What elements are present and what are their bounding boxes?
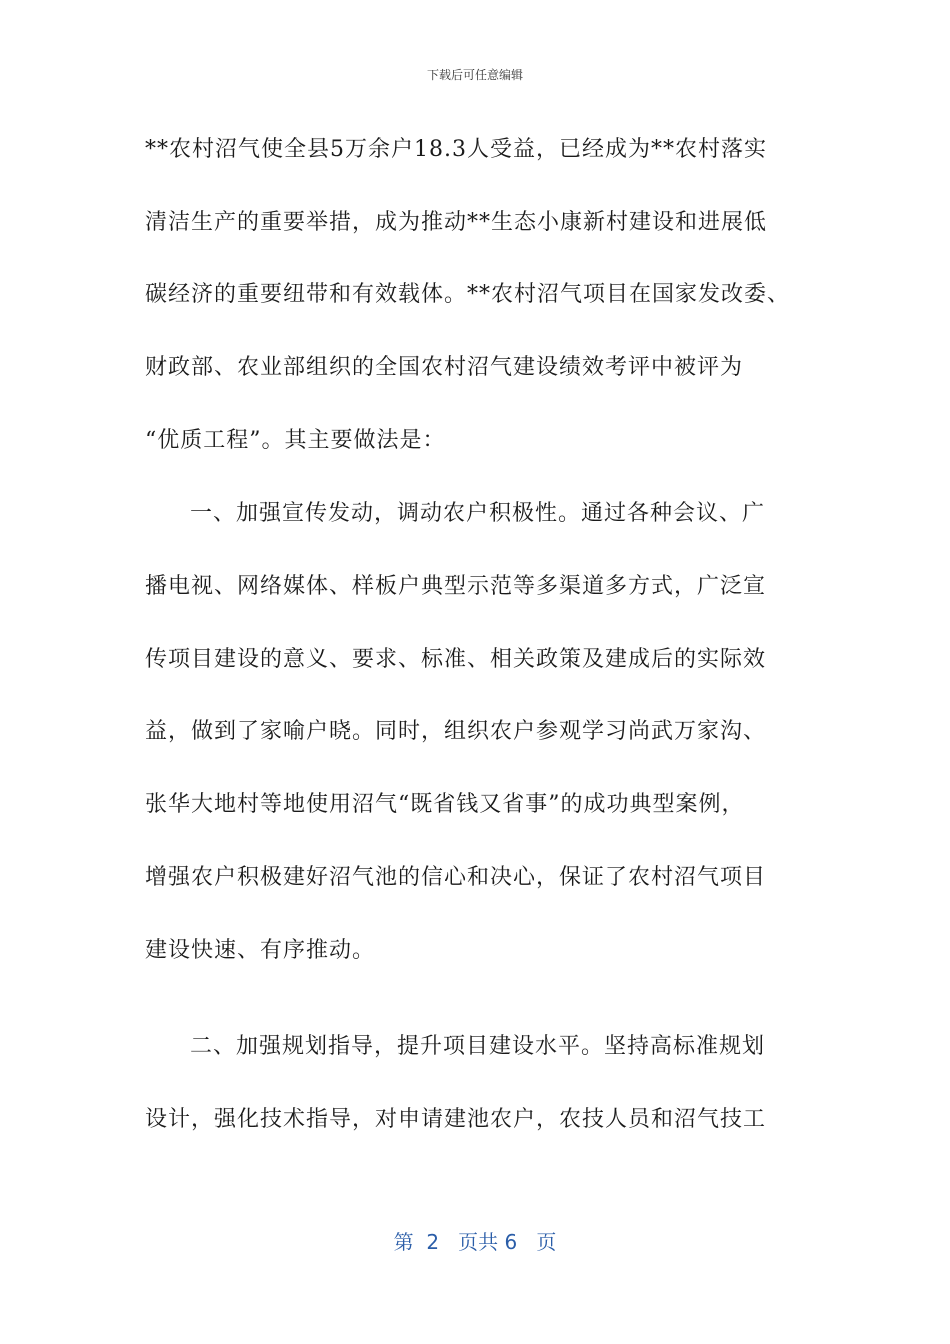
- body-line-14: 设计，强化技术指导，对申请建池农户，农技人员和沼气技工: [145, 1107, 767, 1132]
- body-line-8: 传项目建设的意义、要求、标准、相关政策及建成后的实际效: [145, 647, 767, 672]
- page-number-footer: 第 2 页共 6 页: [393, 1230, 557, 1254]
- body-line-6: 一、加强宣传发动，调动农户积极性。通过各种会议、广: [190, 501, 766, 526]
- body-line-11: 增强农户积极建好沼气池的信心和决心，保证了农村沼气项目: [145, 865, 767, 890]
- body-line-2: 清洁生产的重要举措，成为推动**生态小康新村建设和进展低: [145, 210, 768, 235]
- body-line-12: 建设快速、有序推动。: [145, 938, 376, 963]
- page-header-note: 下载后可任意编辑: [426, 68, 523, 82]
- body-line-3: 碳经济的重要纽带和有效载体。**农村沼气项目在国家发改委、: [145, 282, 791, 307]
- body-line-5: “优质工程”。其主要做法是：: [145, 428, 446, 453]
- body-line-4: 财政部、农业部组织的全国农村沼气建设绩效考评中被评为: [145, 355, 744, 380]
- body-line-10: 张华大地村等地使用沼气“既省钱又省事”的成功典型案例，: [145, 792, 745, 817]
- body-line-9: 益，做到了家喻户晓。同时，组织农户参观学习尚武万家沟、: [145, 719, 767, 744]
- body-line-7: 播电视、网络媒体、样板户典型示范等多渠道多方式，广泛宣: [145, 574, 767, 599]
- body-line-1: **农村沼气使全县5万余户18.3人受益，已经成为**农村落实: [145, 137, 767, 162]
- body-line-13: 二、加强规划指导，提升项目建设水平。坚持高标准规划: [190, 1034, 766, 1059]
